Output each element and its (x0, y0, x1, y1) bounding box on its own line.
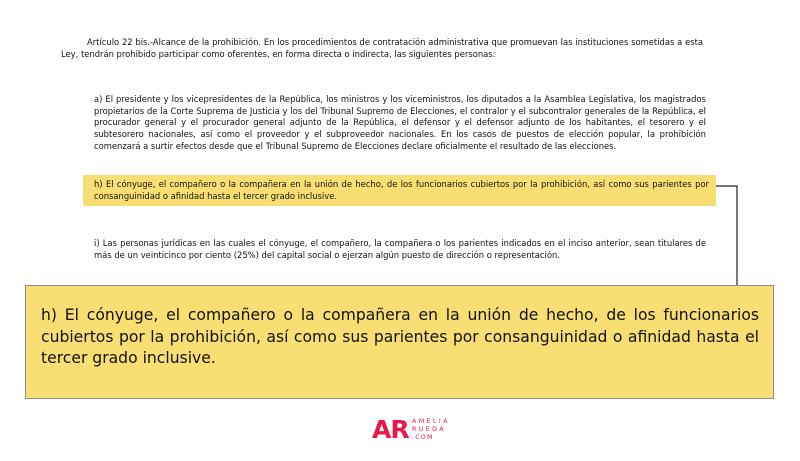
intro-paragraph: Artículo 22 bis.-Alcance de la prohibición. En los procedimientos de contratación administrativa que promuevan las instituciones sometidas a esta Ley, tendrán prohibido participar como oferentes, en forma directa o indirecta, las siguientes personas: (61, 37, 703, 59)
logo-wordmark (412, 418, 450, 442)
item-i-paragraph: i) Las personas jurídicas en las cuales el cónyuge, el compañero, la compañera o los parientes indicados en el inciso anterior, sean titulares de más de un veinticinco por ciento (25%) del capital social o ejerzan algún puesto de dirección o representación. (94, 238, 706, 260)
logo-line-com: .COM (412, 434, 434, 441)
connector-line (716, 186, 737, 291)
callout-text: h) El cónyuge, el compañero o la compañera en la unión de hecho, de los funcionarios cubiertos por la prohibición, así como sus parientes por consanguinidad o afinidad hasta el tercer grado inclusive. (41, 306, 759, 367)
logo-line-rueda: RUEDA (412, 426, 447, 433)
logo-line-amelia: AMELIA (412, 418, 450, 425)
item-a-paragraph: a) El presidente y los vicepresidentes de la República, los ministros y los viceministros, los diputados a la Asamblea Legislativa, los magistrados propietarios de la Corte Suprema de Justicia y los del Tribunal Supremo de Elecciones, el contralor y el subcontralor generales de la República, el procurador general y el procurador general adjunto de la República, el defensor y el defensor adjunto de los habitantes, el tesorero y el subtesorero nacionales, así como el proveedor y el subproveedor nacionales. En los casos de puestos de elección popular, la prohibición comenzará a surtir efectos desde que el Tribunal Supremo de Elecciones declare oficialmente el resultado de las elecciones. (94, 94, 706, 151)
item-h-paragraph: h) El cónyuge, el compañero o la compañera en la unión de hecho, de los funcionarios cubiertos por la prohibición, así como sus parientes por consanguinidad o afinidad hasta el tercer grado inclusive. (94, 179, 709, 201)
logo-mark: AR (372, 415, 409, 444)
zoom-callout-box (25, 285, 774, 399)
brand-logo (372, 416, 492, 446)
